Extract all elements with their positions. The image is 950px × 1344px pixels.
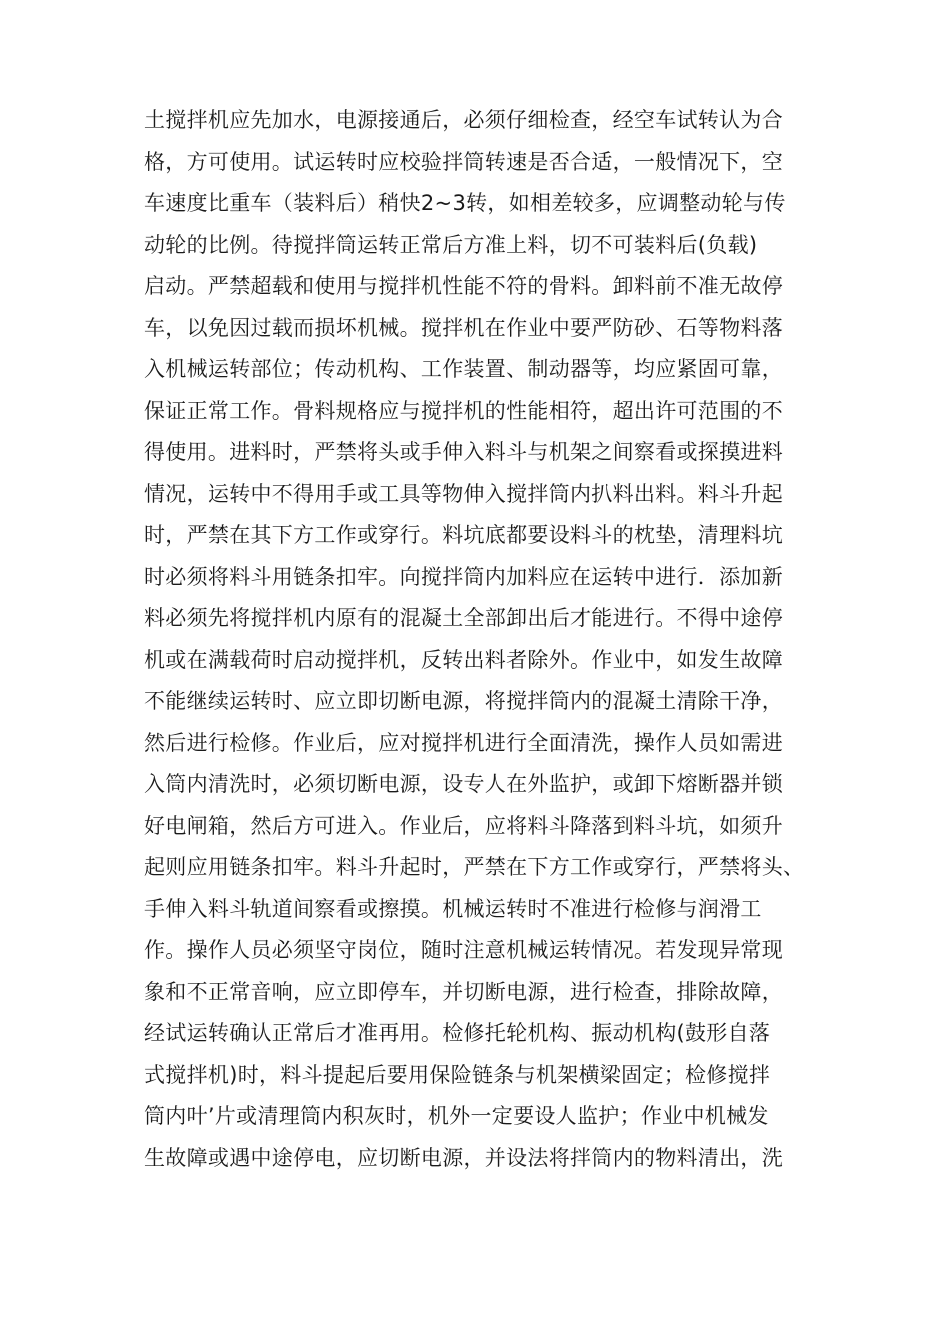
text-line: 车，以免因过载而损坏机械。搅拌机在作业中要严防砂、石等物料落	[144, 315, 783, 340]
text-line: 机或在满载荷时启动搅拌机，反转出料者除外。作业中，如发生故障	[144, 647, 783, 672]
text-line: 起则应用链条扣牢。料斗升起时，严禁在下方工作或穿行，严禁将头、	[144, 855, 805, 879]
text-line: 作。操作人员必须坚守岗位，随时注意机械运转情况。若发现异常现	[144, 938, 783, 962]
text-line: 料必须先将搅拌机内原有的混凝土全部卸出后才能进行。不得中途停	[144, 606, 783, 630]
text-line: 启动。严禁超载和使用与搅拌机性能不符的骨料。卸料前不准无故停	[144, 274, 783, 298]
text-line: 土搅拌机应先加水，电源接通后，必须仔细检查，经空车试转认为合	[144, 108, 783, 132]
body-text	[144, 100, 834, 1179]
text-line: 不能继续运转时、应立即切断电源，将搅拌筒内的混凝土清除干净，	[144, 689, 783, 713]
text-line: 情况，运转中不得用手或工具等物伸入搅拌筒内扒料出料。料斗升起	[144, 481, 783, 506]
text-line: 得使用。进料时，严禁将头或手伸入料斗与机架之间察看或探摸进料	[144, 440, 783, 464]
text-line: 保证正常工作。骨料规格应与搅拌机的性能相符，超出许可范围的不	[144, 398, 783, 423]
text-line: 时，严禁在其下方工作或穿行。料坑底都要设料斗的枕垫，清理料坑	[144, 523, 783, 547]
text-line: 筒内叶’片或清理筒内积灰时，机外一定要设人监护；作业中机械发	[144, 1104, 769, 1128]
text-line: 车速度比重车（装料后）稍快2~3转，如相差较多，应调整动轮与传	[144, 191, 786, 215]
text-line: 式搅拌机)时，料斗提起后要用保险链条与机架横梁固定；检修搅拌	[144, 1062, 771, 1087]
text-line: 手伸入料斗轨道间察看或擦摸。机械运转时不准进行检修与润滑工	[144, 896, 762, 921]
text-line: 好电闸箱，然后方可进入。作业后，应将料斗降落到料斗坑，如须升	[144, 813, 783, 838]
text-line: 然后进行检修。作业后，应对搅拌机进行全面清洗，操作人员如需进	[144, 730, 783, 755]
text-line: 入筒内清洗时，必须切断电源，设专人在外监护，或卸下熔断器并锁	[144, 772, 783, 796]
text-line: 动轮的比例。待搅拌筒运转正常后方准上料，切不可装料后(负载)	[144, 232, 758, 257]
text-line: 生故障或遇中途停电，应切断电源，并设法将拌筒内的物料清出，洗	[144, 1145, 783, 1170]
text-line: 入机械运转部位；传动机构、工作装置、制动器等，均应紧固可靠，	[144, 357, 783, 381]
text-line: 时必须将料斗用链条扣牢。向搅拌筒内加料应在运转中进行．添加新	[144, 564, 783, 589]
text-line: 格，方可使用。试运转时应校验拌筒转速是否合适，一般情况下，空	[144, 149, 783, 174]
text-line: 象和不正常音响，应立即停车，并切断电源，进行检查，排除故障，	[144, 979, 783, 1004]
text-line: 经试运转确认正常后才准再用。检修托轮机构、振动机构(鼓形自落	[144, 1021, 771, 1045]
